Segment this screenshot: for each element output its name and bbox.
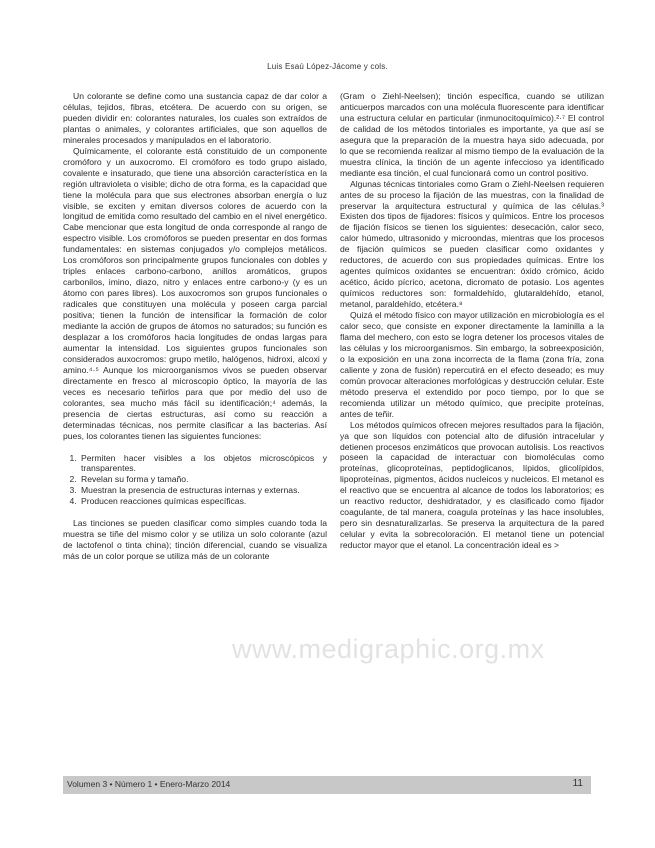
- footer: [63, 776, 591, 794]
- paragraph-quality-control: (Gram o Ziehl-Neelsen); tinción específica, cuando se utilizan anticuerpos marcados con una molécula fluorescente para identificar una estructura celular en particular (inmunocitoquímico).²·⁷ El control de calidad de los métodos tintoriales es importante, ya que así se asegura que la preparación de la muestra haya sido adecuada, por lo que se recomienda realizar al mismo tiempo de la evaluación de la muestra clínica, la tinción de un agente infeccioso ya identificado mediante esa tinción, el cual funcionará como un control positivo.: [340, 91, 604, 178]
- watermark: www.medigraphic.org.mx: [232, 634, 545, 664]
- page-number: 11: [572, 778, 583, 789]
- list-item: 1. Permiten hacer visibles a los objetos microscópicos y transparentes.: [79, 453, 327, 475]
- list-item: 4. Producen reacciones químicas específicas.: [79, 496, 327, 507]
- list-item: 2. Revelan su forma y tamaño.: [79, 474, 327, 485]
- list-item: 3. Muestran la presencia de estructuras internas y externas.: [79, 485, 327, 496]
- running-header: Luis Esaú López-Jácome y cols.: [267, 62, 388, 71]
- paragraph-chromophore: Químicamente, el colorante está constituido de un componente cromóforo y un auxocromo. El cromóforo es todo grupo aislado, covalente e insaturado, que tiene una absorción característica en la región ultravioleta o visible; dicho de otra forma, es la capacidad que tiene la molécula para que sus electrones absorban energía o luz visible, se exciten y emitan diversos colores de acuerdo con la longitud de emitida como resultado del cambio en el nivel energético. Cabe mencionar que esta longitud de onda corresponde al rango de espectro visible. Los cromóforos se pueden presentar en dos formas fundamentales: en sistemas conjugados y/o complejos metálicos. Los cromóforos son principalmente grupos funcionales con dobles y triples enlaces carbono-carbono, anillos aromáticos, grupos carbonilos, imino, diazo, nitro y enlaces entre carbono-y (y es un átomo con pares libres). Los auxocromos son grupos funcionales o radicales que constituyen una molécula y poseen carga parcial positiva; tienen la función de intensificar la formación de color mediante la acción de grupos de átomos no saturados; su función es desplazar a los cromóforos hacia longitudes de ondas largas para aumentar la intensidad. Los siguientes grupos funcionales son considerados auxocromos: grupo metilo, halógenos, hidroxi, alcoxi y amino.⁴·⁵ Aunque los microorganismos vivos se pueden observar directamente en fresco al microscopio óptico, la mayoría de las veces es necesario teñirlos para que por medio del uso de colorantes, sea mucho más fácil su identificación;⁴ además, la presencia de ciertas estructuras, así como su reacción a determinadas técnicas, nos permite clasificar a las bacterias. Así pues, los colorantes tienen las siguientes funciones:: [63, 145, 327, 441]
- paragraph-fixation: Algunas técnicas tintoriales como Gram o Ziehl-Neelsen requieren antes de su proceso la fijación de las muestras, con la finalidad de preservar la arquitectura estructural y química de las células.³ Existen dos tipos de fijadores: físicos y químicos. Entre los procesos de fijación físicos se tienen los siguientes: desecación, calor seco, calor húmedo, ultrasonido y microondas, mientras que los procesos de fijación químicos se pueden clasificar como oxidantes y reductores, de acuerdo con sus propiedades químicas. Entre los agentes químicos oxidantes se encuentran: óxido crómico, ácido acético, ácido pícrico, acetona, dicromato de potasio. Los agentes químicos reductores son: formaldehído, glutaraldehído, etanol, metanol, paraldehído, etcétera.⁸: [340, 178, 604, 310]
- paragraph-dry-heat: Quizá el método físico con mayor utilización en microbiología es el calor seco, que consiste en exponer directamente la laminilla a la flama del mechero, con esto se logra detener los procesos vitales de las células y los microorganismos. Sin embargo, la sobreexposición, o la exposición en una zona incorrecta de la flama (zona fría, zona caliente y zona de fusión) repercutirá en el efecto deseado; es muy común provocar alteraciones morfológicas y destrucción celular. Este método preserva el extendido por poco tiempo, por lo que se recomienda utilizar un método químico, que precipite proteínas, antes de teñir.: [340, 310, 604, 419]
- right-column: [340, 91, 604, 741]
- paragraph-colorant-definition: Un colorante se define como una sustancia capaz de dar color a células, tejidos, fibras, etcétera. De acuerdo con su origen, se pueden dividir en: colorantes naturales, los cuales son extraídos de plantas o animales, y colorantes artificiales, que son aquellos de minerales procesados y manipulados en el laboratorio.: [63, 91, 327, 145]
- left-column: [63, 91, 327, 741]
- footer-issue: Volumen 3 • Número 1 • Enero-Marzo 2014: [67, 779, 231, 789]
- paragraph-stain-types: Las tinciones se pueden clasificar como simples cuando toda la muestra se tiñe del mismo color y se utiliza un solo colorante (azul de lactofenol o tinta china); tinción diferencial, cuando se visualiza más de un color porque se utiliza más de un colorante: [63, 518, 327, 562]
- functions-list: [63, 453, 327, 508]
- paragraph-chemical-methods: Los métodos químicos ofrecen mejores resultados para la fijación, ya que son líquidos con potencial alto de difusión intracelular y detienen procesos enzimáticos que provocan autolisis. Los reactivos poseen la capacidad de interactuar con biomoléculas como proteínas, glicoproteínas, peptidoglicanos, lípidos, glicolípidos, lipoproteínas, pigmentos, ácidos nucleicos y nucleicos. El metanol es el reactivo que se encuentra al alcance de todos los laboratorios; es un reactivo reductor, deshidratador, y es clasificado como fijador coagulante, de tal manera, coagula proteínas y las hace insolubles, pero sin desnaturalizarlas. Se preserva la arquitectura de la pared celular y evita la sobrecoloración. El metanol tiene un potencial reductor mayor que el etanol. La concentración ideal es >: [340, 419, 604, 551]
